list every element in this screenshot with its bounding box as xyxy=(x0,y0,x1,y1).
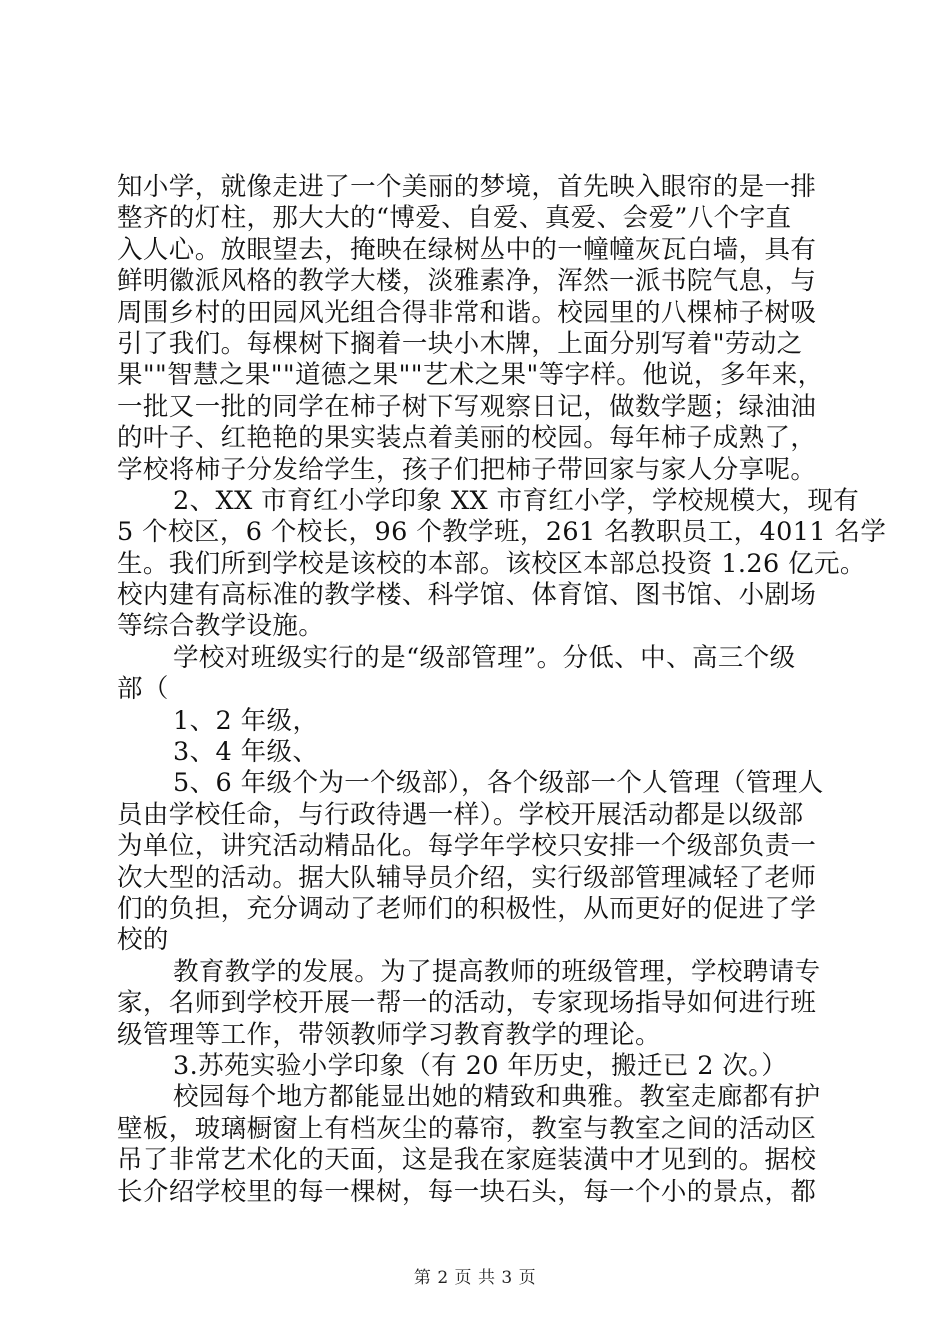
text-line: 5 个校区，6 个校长，96 个教学班，261 名教职员工，4011 名学 xyxy=(117,517,887,548)
text-line: 次大型的活动。据大队辅导员介绍，实行级部管理减轻了老师 xyxy=(117,862,817,893)
text-line: 2、XX 市育红小学印象 XX 市育红小学，学校规模大，现有 xyxy=(173,485,860,516)
text-line: 为单位，讲究活动精品化。每学年学校只安排一个级部负责一 xyxy=(117,831,817,862)
text-line: 鲜明徽派风格的教学大楼，淡雅素净，浑然一派书院气息，与 xyxy=(117,266,817,297)
paragraph xyxy=(117,1082,833,1208)
text-line: 吊了非常艺术化的天面，这是我在家庭装潢中才见到的。据校 xyxy=(117,1145,817,1176)
text-line: 校园每个地方都能显出她的精致和典雅。教室走廊都有护 xyxy=(173,1082,821,1113)
text-line: 教育教学的发展。为了提高教师的班级管理，学校聘请专 xyxy=(173,956,821,987)
text-line: 引了我们。每棵树下搁着一块小木牌，上面分别写着"劳动之 xyxy=(117,328,803,359)
paragraph xyxy=(117,706,833,737)
text-line: 级管理等工作，带领教师学习教育教学的理论。 xyxy=(117,1019,661,1050)
paragraph xyxy=(117,737,833,768)
text-line: 壁板，玻璃橱窗上有档灰尘的幕帘，教室与教室之间的活动区 xyxy=(117,1113,817,1144)
text-line: 3、4 年级、 xyxy=(173,737,319,768)
text-line: 生。我们所到学校是该校的本部。该校区本部总投资 1.26 亿元。 xyxy=(117,548,866,579)
text-line: 知小学，就像走进了一个美丽的梦境，首先映入眼帘的是一排 xyxy=(117,172,817,202)
text-line: 部（ xyxy=(117,674,169,705)
text-line: 学校对班级实行的是“级部管理”。分低、中、高三个级 xyxy=(173,642,796,673)
page-footer: 第 2 页 共 3 页 xyxy=(413,1268,537,1288)
paragraph xyxy=(117,485,887,643)
text-line: 5、6 年级个为一个级部），各个级部一个人管理（管理人 xyxy=(173,768,824,799)
paragraph xyxy=(117,643,833,706)
text-line: 们的负担，充分调动了老师们的积极性，从而更好的促进了学 xyxy=(117,893,817,924)
text-line: 长介绍学校里的每一棵树，每一块石头，每一个小的景点，都 xyxy=(117,1176,817,1207)
text-line: 整齐的灯柱，那大大的“博爱、自爱、真爱、会爱”八个字直 xyxy=(117,203,792,234)
text-line: 校的 xyxy=(117,925,169,956)
paragraph xyxy=(117,768,833,956)
text-line: 家，名师到学校开展一帮一的活动，专家现场指导如何进行班 xyxy=(117,988,817,1019)
text-line: 果""智慧之果""道德之果""艺术之果"等字样。他说，多年来， xyxy=(117,360,824,391)
text-line: 员由学校任命，与行政待遇一样）。学校开展活动都是以级部 xyxy=(117,799,804,830)
paragraph xyxy=(117,957,833,1051)
text-line: 1、2 年级， xyxy=(173,705,319,736)
text-line: 的叶子、红艳艳的果实装点着美丽的校园。每年柿子成熟了， xyxy=(117,423,817,454)
text-line: 等综合教学设施。 xyxy=(117,611,325,642)
paragraph xyxy=(117,1051,833,1082)
paragraph xyxy=(117,172,833,486)
text-line: 入人心。放眼望去，掩映在绿树丛中的一幢幢灰瓦白墙，具有 xyxy=(117,234,817,265)
text-line: 学校将柿子分发给学生，孩子们把柿子带回家与家人分享呢。 xyxy=(117,454,817,485)
body-text xyxy=(117,172,887,1208)
text-line: 校内建有高标准的教学楼、科学馆、体育馆、图书馆、小剧场 xyxy=(117,580,817,611)
text-line: 3.苏苑实验小学印象（有 20 年历史，搬迁已 2 次。） xyxy=(173,1050,788,1081)
text-line: 一批又一批的同学在柿子树下写观察日记，做数学题；绿油油 xyxy=(117,391,817,422)
text-line: 周围乡村的田园风光组合得非常和谐。校园里的八棵柿子树吸 xyxy=(117,297,817,328)
